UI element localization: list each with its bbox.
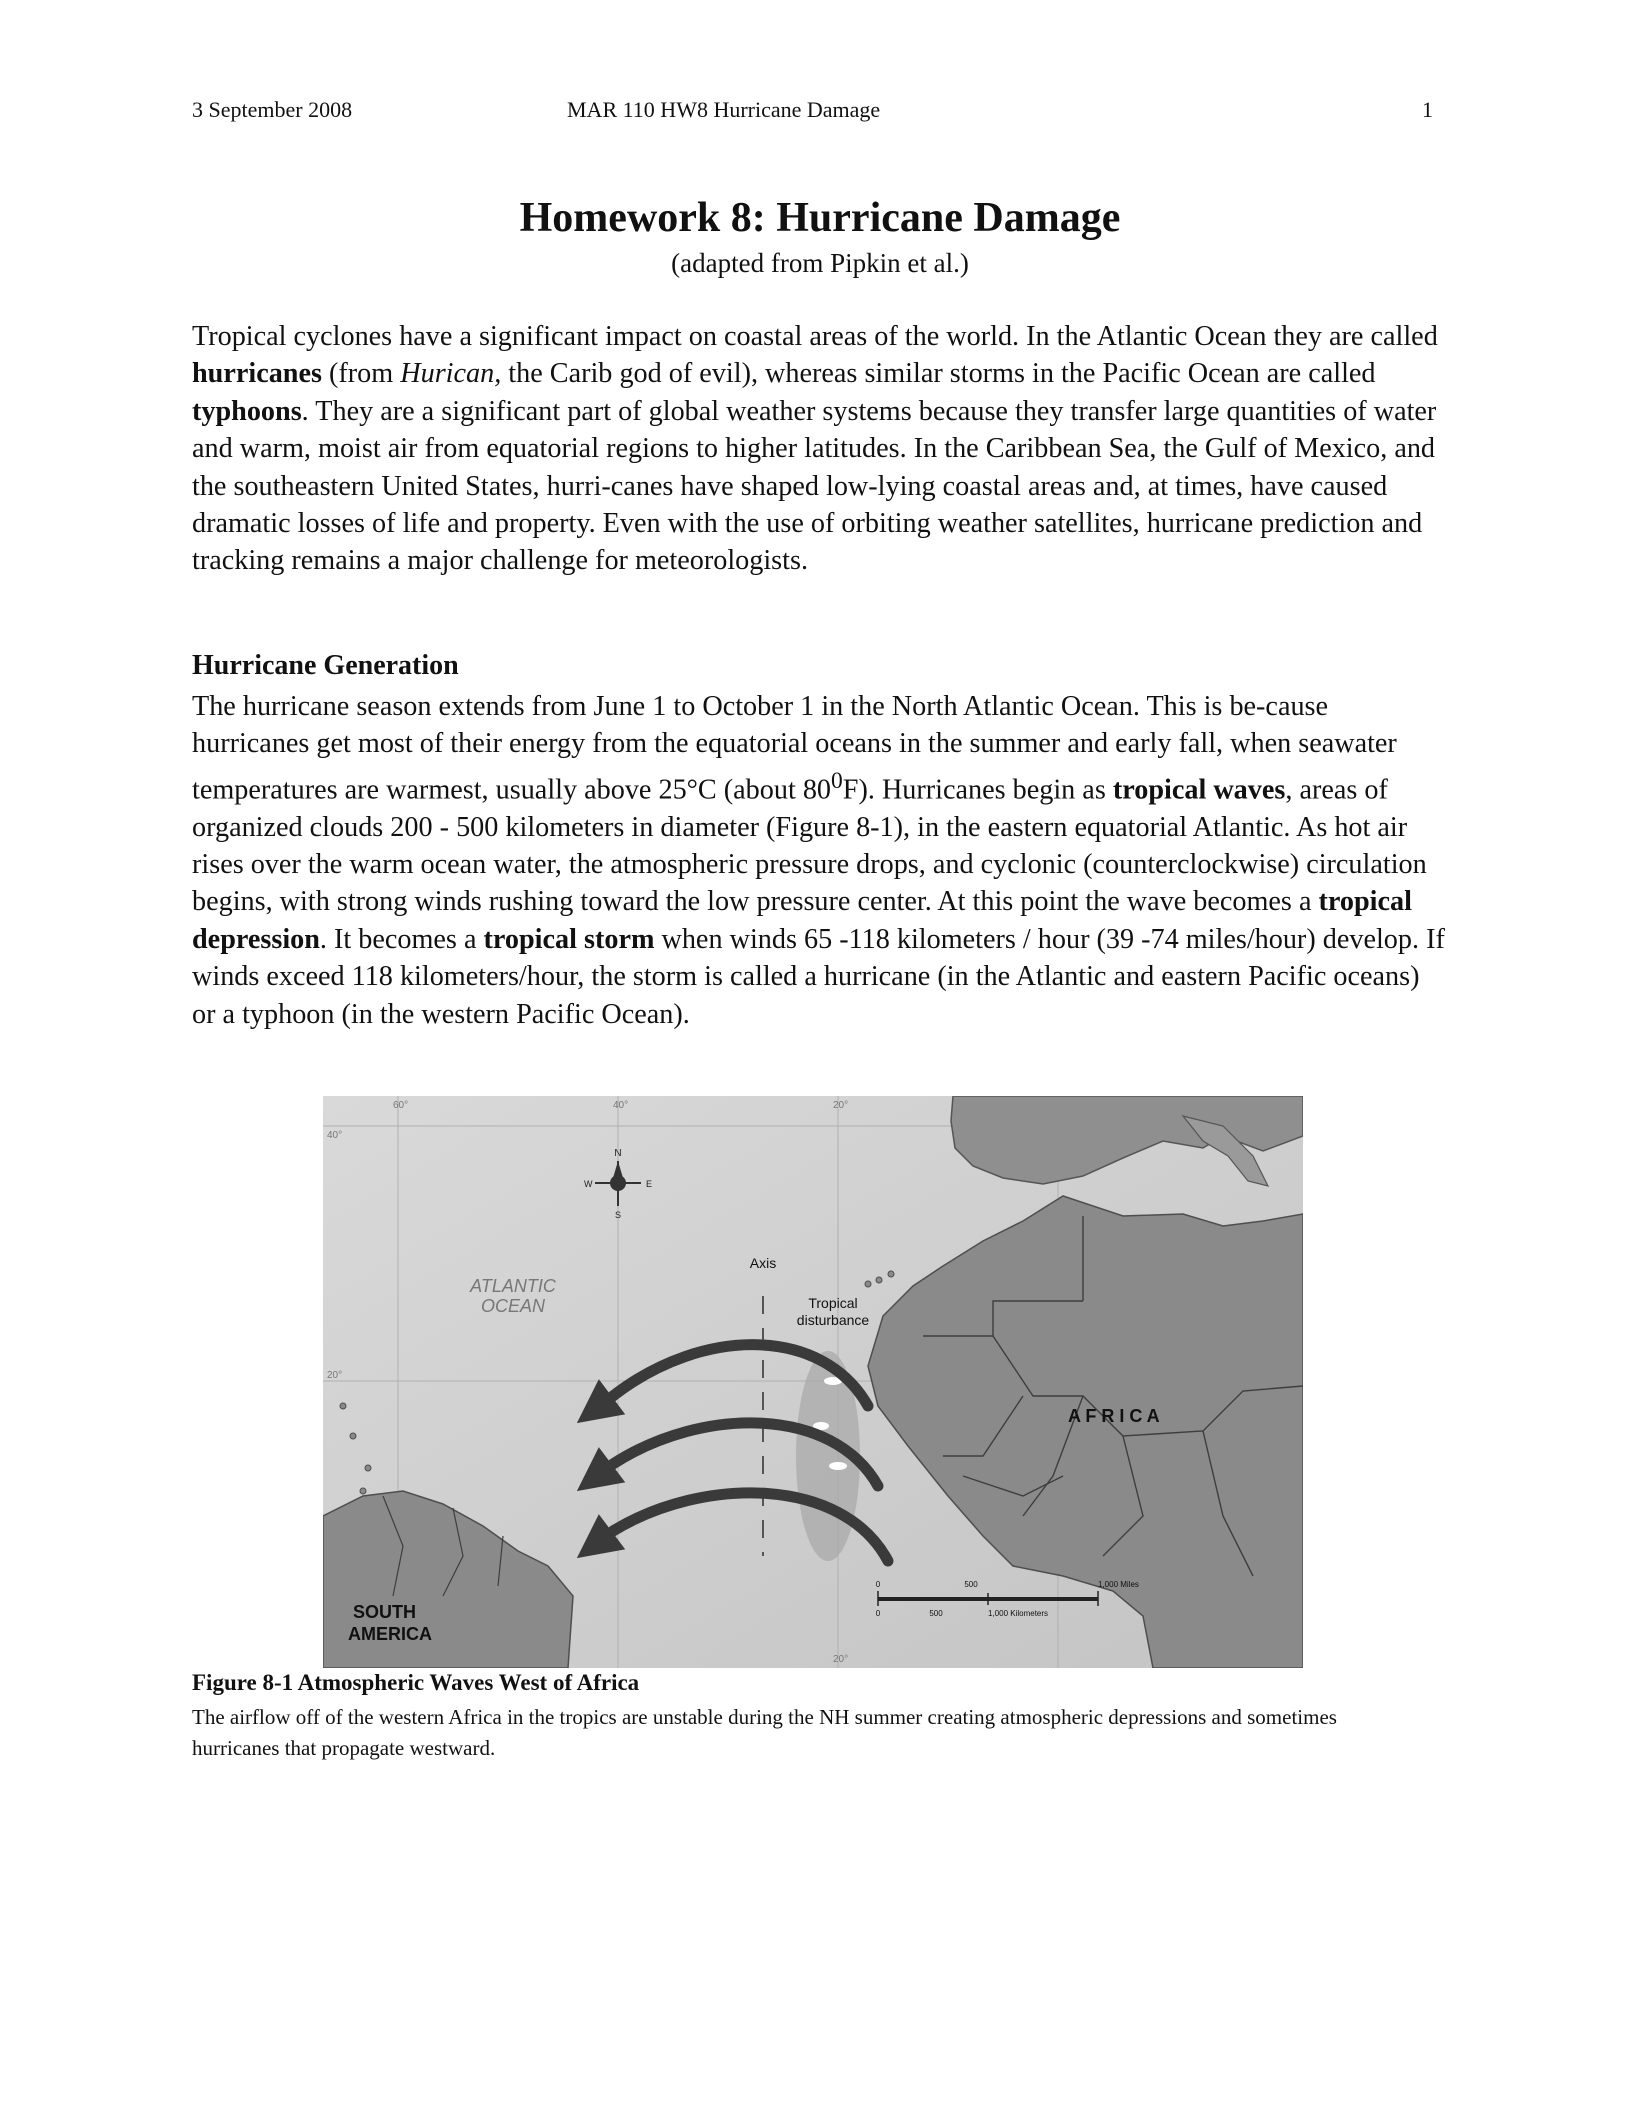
term-tropical-storm: tropical storm: [483, 923, 655, 955]
disturbance-label-line2: disturbance: [796, 1312, 870, 1328]
intro-text: (from: [321, 358, 401, 390]
compass-s: S: [614, 1210, 622, 1220]
lon-label-20: 20°: [833, 1100, 849, 1111]
scale-end-km: 1,000 Kilometers: [988, 1609, 1049, 1618]
compass-w: W: [584, 1179, 593, 1189]
axis-label: Axis: [749, 1255, 777, 1271]
term-tropical-depression: tropical depression: [192, 886, 1412, 955]
term-tropical-waves: tropical waves: [1112, 774, 1286, 806]
intro-text: Tropical cyclones have a significant impact on coastal areas of the world. In the Atlantic Ocean they are called: [192, 321, 1438, 352]
compass-e: E: [646, 1179, 653, 1189]
lon-label-20-bottom: 20°: [833, 1654, 849, 1665]
intro-text: the Carib god of evil), whereas similar storms in the Pacific Ocean are called: [501, 358, 1376, 390]
generation-text: F). Hurricanes begin as: [842, 774, 1113, 806]
generation-text: The hurricane season extends from June 1 to October 1 in the North Atlantic Ocean. This is be-cause hurricanes get most of their energy from the equatorial oceans in the summer and early fall, when seawater temperatures are warmest, usually above 25°C (about 80: [192, 691, 1397, 806]
lat-label-40: 40°: [327, 1130, 343, 1141]
ocean-label-line1: ATLANTIC: [470, 1276, 556, 1296]
degree-superscript: 0: [831, 767, 843, 794]
south-america-label-line1: SOUTH: [353, 1602, 416, 1622]
term-hurricanes: hurricanes: [192, 358, 322, 390]
compass-n: N: [614, 1148, 622, 1159]
ocean-label-line2: OCEAN: [480, 1296, 546, 1316]
figure-caption-title: Figure 8-1 Atmospheric Waves West of Africa: [192, 1670, 640, 1695]
scale-mid-km: 500: [929, 1609, 943, 1618]
disturbance-label-line1: Tropical: [808, 1295, 858, 1311]
intro-paragraph: [192, 318, 1447, 580]
generation-paragraph: [192, 688, 1447, 1033]
page-number: 1: [1422, 97, 1433, 122]
section-heading: Hurricane Generation: [192, 650, 459, 681]
intro-text: . They are a significant part of global weather systems because they transfer large quantities of water and warm, moist air from equatorial regions to higher latitudes. In the Caribbean Sea, the Gulf of Mexico, and the southeastern United States, hurri-canes have shaped low-lying coastal areas and, at times, have caused dramatic losses of life and property. Even with the use of orbiting weather satellites, hurricane prediction and tracking remains a major challenge for meteorologists.: [192, 395, 1437, 577]
atlantic-waves-map: [323, 1096, 1303, 1668]
scale-end-mi: 1,000 Miles: [1098, 1580, 1139, 1589]
lat-label-20: 20°: [327, 1370, 343, 1381]
generation-text: , areas of organized clouds 200 - 500 kilometers in diameter (Figure 8-1), in the eastern equatorial Atlantic. As hot air rises over the warm ocean water, the atmospheric pressure drops, and cyclonic (counterclockwise) circulation begins, with strong winds rushing toward the low pressure center. At this point the wave becomes a: [192, 774, 1427, 918]
page-header: [192, 97, 1433, 131]
lon-label-40: 40°: [613, 1100, 629, 1111]
scale-zero-km: 0: [875, 1609, 881, 1618]
map-graphic: [323, 1096, 1303, 1668]
document-subtitle: (adapted from Pipkin et al.): [671, 248, 969, 278]
term-typhoons: typhoons: [192, 395, 302, 427]
term-hurican: Hurican,: [400, 358, 502, 390]
generation-text: . It becomes a: [319, 923, 484, 955]
figure-caption-body: The airflow off of the western Africa in the tropics are unstable during the NH summer creating atmospheric depressions and sometimes hurricanes that propagate westward.: [192, 1705, 1337, 1760]
lon-label-60: 60°: [393, 1100, 409, 1111]
header-course-title: MAR 110 HW8 Hurricane Damage: [567, 97, 881, 122]
header-date: 3 September 2008: [192, 97, 353, 122]
document-title: Homework 8: Hurricane Damage: [519, 195, 1121, 241]
south-america-label-line2: AMERICA: [348, 1624, 432, 1644]
generation-text: when winds 65 -118 kilometers / hour (39 -74 miles/hour) develop. If winds exceed 118 kilometers/hour, the storm is called a hurricane (in the Atlantic and eastern Pacific oceans) or a typhoon (in the western Pacific Ocean).: [192, 923, 1445, 1030]
africa-label: A F R I C A: [1068, 1406, 1160, 1426]
scale-mid-mi: 500: [964, 1580, 978, 1589]
scale-zero-mi: 0: [875, 1580, 881, 1589]
